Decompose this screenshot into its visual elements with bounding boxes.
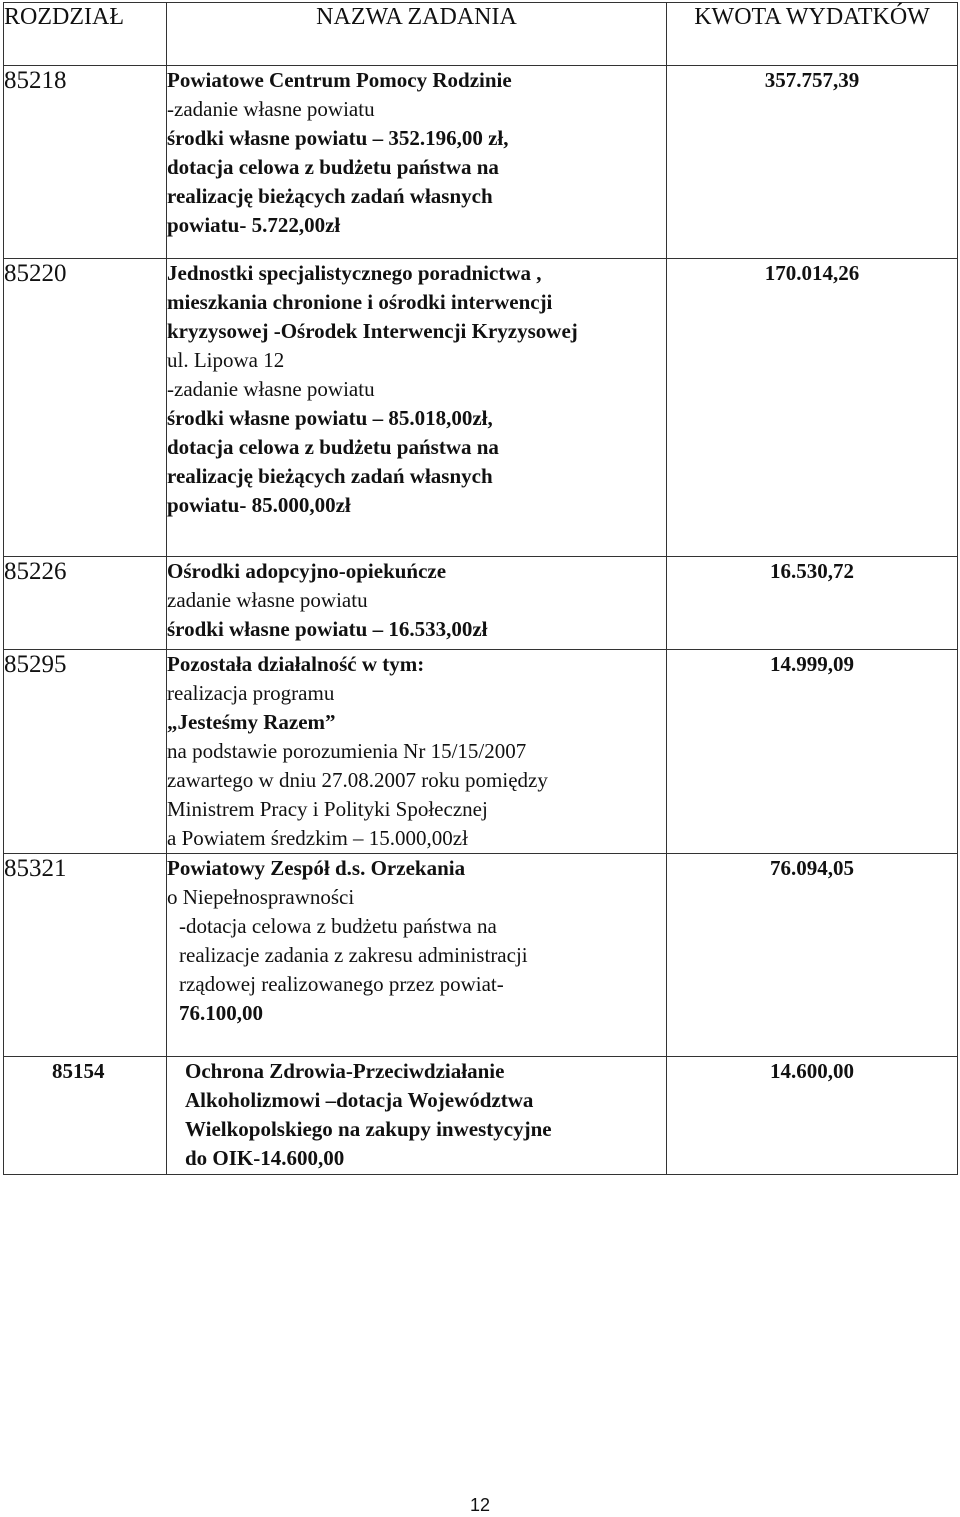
row-line: środki własne powiatu – 16.533,00zł (167, 617, 488, 641)
table-row (4, 259, 958, 557)
row-line: -zadanie własne powiatu (167, 377, 375, 401)
row-line: Powiatowy Zespół d.s. Orzekania (167, 856, 466, 880)
header-rozdzial: ROZDZIAŁ (4, 3, 167, 66)
row-line: na podstawie porozumienia Nr 15/15/2007 (167, 739, 527, 763)
row-line: -dotacja celowa z budżetu państwa na (179, 914, 497, 938)
row-line: Jednostki specjalistycznego poradnictwa , (167, 261, 542, 285)
row-amount: 357.757,39 (667, 66, 958, 259)
row-line: realizacja programu (167, 681, 335, 705)
table-row (4, 854, 958, 1057)
row-line: powiatu- 85.000,00zł (167, 493, 351, 517)
table-header-row (4, 3, 958, 66)
row-line: Wielkopolskiego na zakupy inwestycyjne (185, 1117, 552, 1141)
row-code: 85218 (4, 66, 167, 259)
table-row (4, 557, 958, 650)
row-amount: 16.530,72 (667, 557, 958, 650)
row-line: kryzysowej -Ośrodek Interwencji Kryzysowej (167, 319, 578, 343)
row-line: 76.100,00 (179, 1001, 263, 1025)
row-line: ul. Lipowa 12 (167, 348, 285, 372)
row-line: a Powiatem średzkim – 15.000,00zł (167, 826, 468, 850)
row-line: Ośrodki adopcyjno-opiekuńcze (167, 559, 447, 583)
row-line: -zadanie własne powiatu (167, 97, 375, 121)
header-nazwa-zadania: NAZWA ZADANIA (167, 3, 667, 66)
page-number: 12 (469, 1495, 491, 1515)
table-row (4, 66, 958, 259)
row-line: Ochrona Zdrowia-Przeciwdziałanie (185, 1059, 505, 1083)
row-amount: 76.094,05 (667, 854, 958, 1057)
row-line: środki własne powiatu – 85.018,00zł, (167, 406, 493, 430)
row-line: do OIK-14.600,00 (185, 1146, 345, 1170)
row-line: Alkoholizmowi –dotacja Województwa (185, 1088, 534, 1112)
row-line: realizacje zadania z zakresu administracji (179, 943, 528, 967)
row-line: środki własne powiatu – 352.196,00 zł, (167, 126, 509, 150)
header-kwota-wydatkow: KWOTA WYDATKÓW (667, 3, 958, 66)
table-row (4, 1057, 958, 1175)
row-code: 85226 (4, 557, 167, 650)
row-amount: 14.600,00 (667, 1057, 958, 1175)
row-line: Powiatowe Centrum Pomocy Rodzinie (167, 68, 512, 92)
row-line: „Jesteśmy Razem” (167, 710, 336, 734)
row-description (167, 854, 667, 1057)
row-line: realizację bieżących zadań własnych (167, 184, 493, 208)
row-code: 85321 (4, 854, 167, 1057)
row-line: o Niepełnosprawności (167, 885, 355, 909)
row-line: zadanie własne powiatu (167, 588, 368, 612)
row-line: powiatu- 5.722,00zł (167, 213, 341, 237)
row-amount: 14.999,09 (667, 650, 958, 854)
row-amount: 170.014,26 (667, 259, 958, 557)
row-line: zawartego w dniu 27.08.2007 roku pomiędzy (167, 768, 548, 792)
row-line: realizację bieżących zadań własnych (167, 464, 493, 488)
row-description (167, 650, 667, 854)
row-line: rządowej realizowanego przez powiat- (179, 972, 504, 996)
row-description (167, 259, 667, 557)
row-description (167, 66, 667, 259)
row-code: 85154 (4, 1057, 167, 1175)
row-description (167, 557, 667, 650)
row-line: dotacja celowa z budżetu państwa na (167, 155, 499, 179)
row-code: 85220 (4, 259, 167, 557)
row-code: 85295 (4, 650, 167, 854)
table-row (4, 650, 958, 854)
row-line: mieszkania chronione i ośrodki interwencji (167, 290, 553, 314)
row-line: Pozostała działalność w tym: (167, 652, 425, 676)
row-description (167, 1057, 667, 1175)
row-line: Ministrem Pracy i Polityki Społecznej (167, 797, 488, 821)
budget-table (3, 2, 958, 1175)
row-line: dotacja celowa z budżetu państwa na (167, 435, 499, 459)
